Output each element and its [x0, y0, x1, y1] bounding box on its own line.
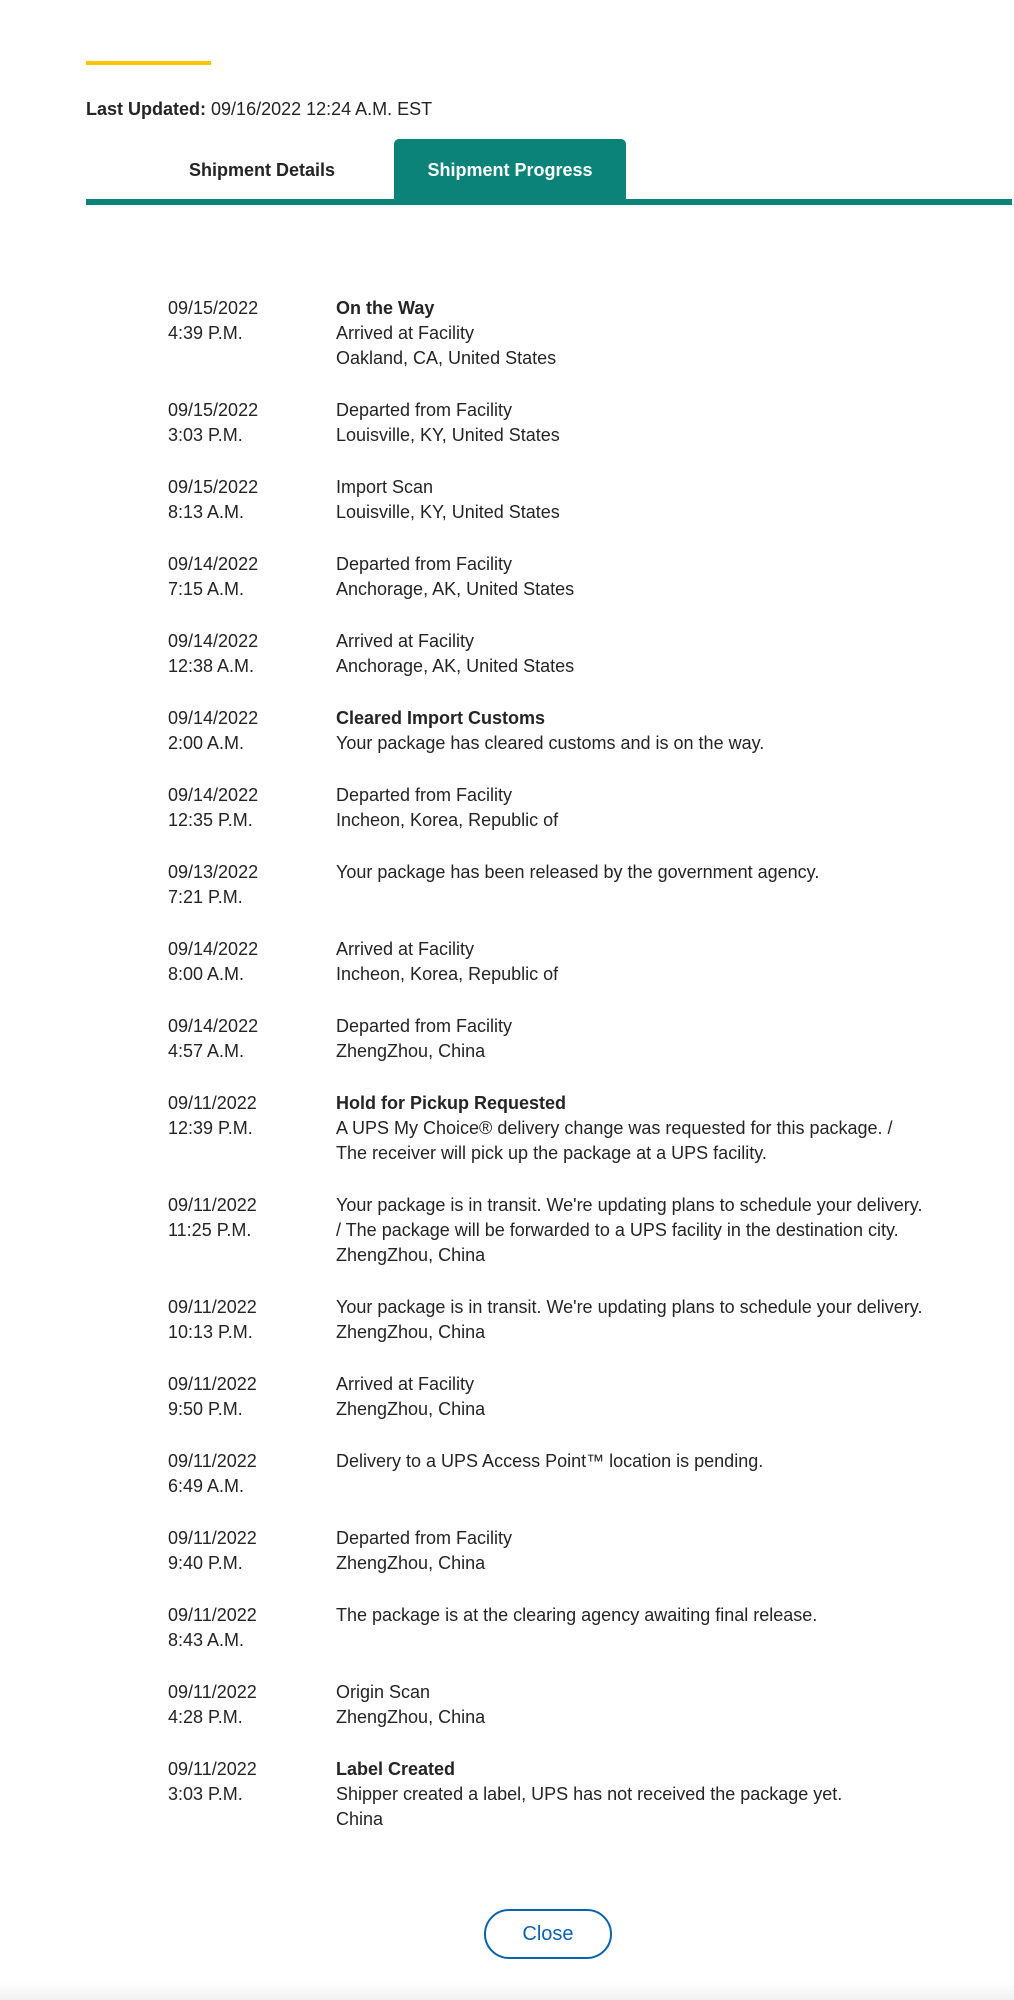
- event-location: Incheon, Korea, Republic of: [336, 810, 559, 830]
- event-description: Departed from Facility: [336, 785, 513, 805]
- close-button[interactable]: Close: [484, 1909, 612, 1959]
- event-time: 2:00 A.M.: [168, 733, 245, 753]
- event-description: Shipper created a label, UPS has not received the package yet.: [336, 1784, 843, 1804]
- event-location: ZhengZhou, China: [336, 1399, 486, 1419]
- event-details: [336, 783, 928, 833]
- event-datetime: [168, 860, 336, 910]
- event-details: [336, 475, 928, 525]
- event-datetime: [168, 1603, 336, 1653]
- progress-event: [168, 552, 928, 602]
- event-datetime: [168, 398, 336, 448]
- event-date: 09/11/2022: [168, 1759, 257, 1779]
- event-details: [336, 1193, 928, 1268]
- shipment-progress-list: [168, 296, 928, 1859]
- progress-event: [168, 1603, 928, 1653]
- event-description: Origin Scan: [336, 1682, 431, 1702]
- event-details: [336, 1295, 928, 1345]
- event-datetime: [168, 1091, 336, 1166]
- progress-event: [168, 1372, 928, 1422]
- event-location: Oakland, CA, United States: [336, 348, 557, 368]
- event-details: [336, 1449, 928, 1499]
- event-description: Departed from Facility: [336, 554, 513, 574]
- event-status: Label Created: [336, 1759, 456, 1779]
- event-details: [336, 706, 928, 756]
- event-location: Incheon, Korea, Republic of: [336, 964, 559, 984]
- event-time: 4:57 A.M.: [168, 1041, 245, 1061]
- tab-shipment-progress[interactable]: Shipment Progress: [394, 139, 626, 201]
- event-location: China: [336, 1809, 384, 1829]
- event-description: Arrived at Facility: [336, 939, 475, 959]
- event-description: Arrived at Facility: [336, 323, 475, 343]
- tab-underline: [86, 199, 1012, 205]
- progress-event: [168, 1680, 928, 1730]
- event-description: Departed from Facility: [336, 1016, 513, 1036]
- event-time: 4:39 P.M.: [168, 323, 243, 343]
- event-date: 09/15/2022: [168, 298, 259, 318]
- event-date: 09/14/2022: [168, 1016, 259, 1036]
- event-description: Your package is in transit. We're updating plans to schedule your delivery. / The package will be forwarded to a UPS facility in the destination city.: [336, 1195, 923, 1240]
- event-location: Anchorage, AK, United States: [336, 656, 575, 676]
- progress-event: [168, 475, 928, 525]
- event-date: 09/14/2022: [168, 939, 259, 959]
- event-date: 09/11/2022: [168, 1682, 257, 1702]
- progress-event: [168, 1091, 928, 1166]
- event-location: Louisville, KY, United States: [336, 425, 560, 445]
- event-description: Arrived at Facility: [336, 1374, 475, 1394]
- last-updated-value: 09/16/2022 12:24 A.M. EST: [211, 99, 433, 119]
- progress-event: [168, 1757, 928, 1832]
- event-date: 09/14/2022: [168, 708, 259, 728]
- event-time: 12:38 A.M.: [168, 656, 255, 676]
- event-date: 09/14/2022: [168, 554, 259, 574]
- last-updated-label: Last Updated:: [86, 99, 207, 119]
- event-time: 4:28 P.M.: [168, 1707, 243, 1727]
- event-datetime: [168, 475, 336, 525]
- event-datetime: [168, 1295, 336, 1345]
- event-description: Import Scan: [336, 477, 434, 497]
- event-location: Louisville, KY, United States: [336, 502, 560, 522]
- progress-event: [168, 1449, 928, 1499]
- progress-event: [168, 1526, 928, 1576]
- event-datetime: [168, 296, 336, 371]
- event-status: Hold for Pickup Requested: [336, 1093, 567, 1113]
- event-time: 8:00 A.M.: [168, 964, 245, 984]
- event-datetime: [168, 1526, 336, 1576]
- progress-event: [168, 296, 928, 371]
- event-datetime: [168, 783, 336, 833]
- progress-event: [168, 629, 928, 679]
- event-details: [336, 398, 928, 448]
- event-date: 09/11/2022: [168, 1528, 257, 1548]
- event-date: 09/15/2022: [168, 400, 259, 420]
- event-datetime: [168, 1449, 336, 1499]
- event-details: [336, 296, 928, 371]
- event-details: [336, 1372, 928, 1422]
- tab-shipment-details[interactable]: Shipment Details: [188, 159, 336, 180]
- event-location: ZhengZhou, China: [336, 1322, 486, 1342]
- event-description: Departed from Facility: [336, 400, 513, 420]
- event-time: 3:03 P.M.: [168, 425, 243, 445]
- event-date: 09/11/2022: [168, 1374, 257, 1394]
- event-datetime: [168, 1757, 336, 1832]
- event-details: [336, 629, 928, 679]
- event-details: [336, 552, 928, 602]
- event-time: 12:35 P.M.: [168, 810, 253, 830]
- progress-event: [168, 398, 928, 448]
- event-datetime: [168, 552, 336, 602]
- event-datetime: [168, 1014, 336, 1064]
- event-description: Your package is in transit. We're updating plans to schedule your delivery.: [336, 1297, 923, 1317]
- event-date: 09/11/2022: [168, 1605, 257, 1625]
- event-datetime: [168, 1372, 336, 1422]
- event-date: 09/11/2022: [168, 1093, 257, 1113]
- event-datetime: [168, 1680, 336, 1730]
- event-datetime: [168, 1193, 336, 1268]
- event-time: 3:03 P.M.: [168, 1784, 243, 1804]
- event-time: 6:49 A.M.: [168, 1476, 245, 1496]
- event-details: [336, 937, 928, 987]
- progress-event: [168, 1295, 928, 1345]
- event-description: A UPS My Choice® delivery change was requested for this package. / The receiver will pick up the package at a UPS facility.: [336, 1118, 893, 1163]
- event-description: Arrived at Facility: [336, 631, 475, 651]
- accent-bar: [86, 61, 211, 65]
- event-time: 7:15 A.M.: [168, 579, 245, 599]
- event-details: [336, 1603, 928, 1653]
- event-location: ZhengZhou, China: [336, 1553, 486, 1573]
- event-date: 09/11/2022: [168, 1451, 257, 1471]
- event-time: 10:13 P.M.: [168, 1322, 253, 1342]
- event-location: Anchorage, AK, United States: [336, 579, 575, 599]
- progress-event: [168, 706, 928, 756]
- event-time: 7:21 P.M.: [168, 887, 243, 907]
- event-time: 12:39 P.M.: [168, 1118, 253, 1138]
- event-status: On the Way: [336, 298, 435, 318]
- event-datetime: [168, 706, 336, 756]
- event-status: Cleared Import Customs: [336, 708, 546, 728]
- event-datetime: [168, 937, 336, 987]
- event-details: [336, 860, 928, 910]
- event-date: 09/14/2022: [168, 631, 259, 651]
- event-details: [336, 1526, 928, 1576]
- event-location: ZhengZhou, China: [336, 1707, 486, 1727]
- event-time: 9:50 P.M.: [168, 1399, 243, 1419]
- progress-event: [168, 860, 928, 910]
- event-time: 8:43 A.M.: [168, 1630, 245, 1650]
- event-time: 8:13 A.M.: [168, 502, 245, 522]
- last-updated: [86, 97, 432, 121]
- event-description: Your package has been released by the government agency.: [336, 862, 820, 882]
- event-time: 9:40 P.M.: [168, 1553, 243, 1573]
- event-date: 09/11/2022: [168, 1195, 257, 1215]
- event-date: 09/15/2022: [168, 477, 259, 497]
- event-details: [336, 1014, 928, 1064]
- tab-bar: [86, 139, 1012, 206]
- event-date: 09/13/2022: [168, 862, 259, 882]
- event-description: The package is at the clearing agency awaiting final release.: [336, 1605, 818, 1625]
- progress-event: [168, 783, 928, 833]
- event-time: 11:25 P.M.: [168, 1220, 252, 1240]
- progress-event: [168, 1193, 928, 1268]
- event-date: 09/14/2022: [168, 785, 259, 805]
- event-date: 09/11/2022: [168, 1297, 257, 1317]
- event-description: Your package has cleared customs and is on the way.: [336, 733, 765, 753]
- bottom-fade: [0, 1982, 1014, 2000]
- event-datetime: [168, 629, 336, 679]
- event-location: ZhengZhou, China: [336, 1245, 486, 1265]
- event-details: [336, 1091, 928, 1166]
- event-description: Delivery to a UPS Access Point™ location is pending.: [336, 1451, 764, 1471]
- progress-event: [168, 1014, 928, 1064]
- event-location: ZhengZhou, China: [336, 1041, 486, 1061]
- event-details: [336, 1757, 928, 1832]
- progress-event: [168, 937, 928, 987]
- event-details: [336, 1680, 928, 1730]
- event-description: Departed from Facility: [336, 1528, 513, 1548]
